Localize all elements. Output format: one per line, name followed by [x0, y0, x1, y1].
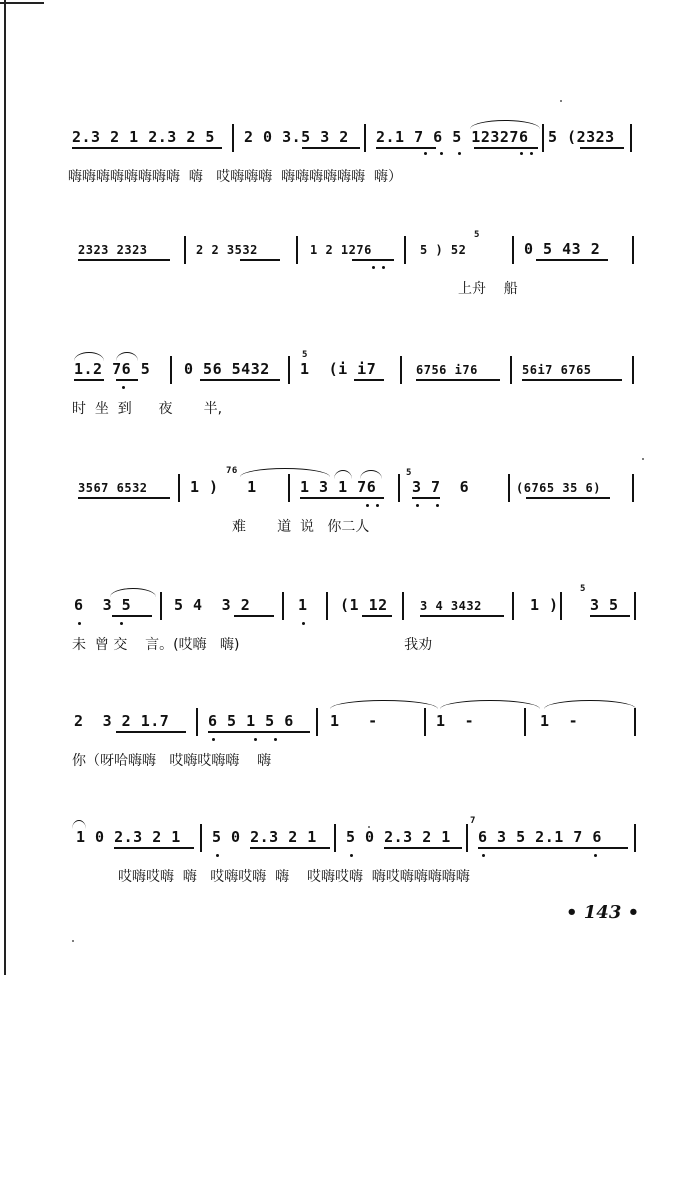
barline	[288, 356, 290, 384]
barline	[466, 824, 468, 852]
notation-line-3	[0, 350, 690, 384]
low-dot	[212, 738, 215, 741]
low-dot	[274, 738, 277, 741]
lyrics-line-5: 未 曾 交 言。(哎嗨 嗨) 我劝	[72, 637, 433, 653]
page-edge-top	[0, 2, 44, 4]
measure: 0 5 43 2	[524, 240, 601, 258]
measure: 5 (2323	[548, 128, 615, 146]
slur	[110, 588, 156, 597]
measure: 6 3 5 2.1 7 6	[478, 828, 602, 846]
barline	[334, 824, 336, 852]
beam-line	[234, 615, 274, 617]
low-dot	[458, 152, 461, 155]
print-speck	[368, 826, 370, 828]
measure: 2.3 2 1 2.3 2 5	[72, 128, 215, 146]
barline	[316, 708, 318, 736]
measure: 1.2 76 5	[74, 360, 151, 378]
notation-line-1	[0, 128, 690, 152]
beam-line	[522, 379, 622, 381]
measure: 3 5	[590, 596, 619, 614]
measure: 2 0 3.5 3 2	[244, 128, 349, 146]
barline	[282, 592, 284, 620]
barline	[400, 356, 402, 384]
barline	[632, 474, 634, 502]
notation-line-4	[0, 466, 690, 502]
low-dot	[594, 854, 597, 857]
barline	[184, 236, 186, 264]
measure: 0 56 5432	[184, 360, 270, 378]
measure: 3 4 3432	[420, 599, 482, 613]
measure: 1 -	[540, 712, 579, 730]
barline	[560, 592, 562, 620]
measure: 6 5 1 5 6	[208, 712, 294, 730]
lyrics-line-6: 你（呀哈嗨嗨 哎嗨哎嗨嗨 嗨	[72, 753, 272, 769]
beam-line	[354, 379, 384, 381]
low-dot	[530, 152, 533, 155]
barline	[634, 824, 636, 852]
print-speck	[72, 940, 74, 942]
low-dot	[366, 504, 369, 507]
beam-line	[250, 847, 330, 849]
low-dot	[122, 386, 125, 389]
lyrics-line-2: 上舟 船	[458, 281, 518, 297]
beam-line	[200, 379, 280, 381]
grace-note: 5	[580, 584, 586, 594]
barline	[634, 708, 636, 736]
barline	[634, 592, 636, 620]
beam-line	[536, 259, 608, 261]
beam-line	[74, 379, 104, 381]
grace-note: 5	[302, 350, 308, 360]
measure: 5 4 3 2	[174, 596, 251, 614]
barline	[512, 236, 514, 264]
measure: 5 ) 52	[420, 243, 467, 257]
low-dot	[216, 854, 219, 857]
grace-note: 5	[474, 230, 480, 240]
beam-line	[78, 259, 170, 261]
barline	[402, 592, 404, 620]
low-dot	[120, 622, 123, 625]
measure: 6 3 5	[74, 596, 132, 614]
low-dot	[376, 504, 379, 507]
notation-line-2	[0, 230, 690, 264]
beam-line	[416, 379, 500, 381]
beam-line	[240, 259, 280, 261]
measure: 5 0 2.3 2 1	[346, 828, 451, 846]
low-dot	[382, 266, 385, 269]
measure: 6756 i76	[416, 363, 478, 377]
low-dot	[424, 152, 427, 155]
tie	[440, 700, 540, 709]
low-dot	[78, 622, 81, 625]
barline	[632, 236, 634, 264]
measure: 5 0 2.3 2 1	[212, 828, 317, 846]
slur	[360, 470, 382, 479]
beam-line	[116, 731, 186, 733]
beam-line	[420, 615, 504, 617]
notation-line-6	[0, 712, 690, 736]
barline	[542, 124, 544, 152]
barline	[364, 124, 366, 152]
barline	[524, 708, 526, 736]
low-dot	[350, 854, 353, 857]
barline	[326, 592, 328, 620]
barline	[232, 124, 234, 152]
measure: (6765 35 6)	[516, 481, 601, 495]
page-number: • 143 •	[566, 902, 640, 923]
slur	[470, 120, 540, 129]
grace-note: 7	[470, 816, 476, 826]
measure: 1 2 1276	[310, 243, 372, 257]
beam-line	[114, 847, 194, 849]
beam-line	[116, 379, 138, 381]
barline	[510, 356, 512, 384]
barline	[424, 708, 426, 736]
measure: 3567 6532	[78, 481, 148, 495]
lyrics-line-4: 难 道 说 你二人	[232, 519, 370, 535]
low-dot	[416, 504, 419, 507]
beam-line	[112, 615, 152, 617]
low-dot	[482, 854, 485, 857]
beam-line	[376, 147, 436, 149]
barline	[508, 474, 510, 502]
barline	[160, 592, 162, 620]
measure: 1 ) 1	[190, 478, 257, 496]
low-dot	[440, 152, 443, 155]
beam-line	[412, 497, 440, 499]
beam-line	[78, 497, 170, 499]
grace-note: 76	[226, 466, 238, 476]
beam-line	[384, 847, 462, 849]
low-dot	[302, 622, 305, 625]
slur	[74, 352, 104, 361]
low-dot	[254, 738, 257, 741]
barline	[398, 474, 400, 502]
barline	[632, 356, 634, 384]
measure: 56i7 6765	[522, 363, 592, 377]
beam-line	[300, 497, 384, 499]
slur	[116, 352, 138, 361]
low-dot	[436, 504, 439, 507]
slur	[72, 820, 86, 829]
measure: 1	[298, 596, 308, 614]
beam-line	[72, 147, 222, 149]
barline	[178, 474, 180, 502]
barline	[170, 356, 172, 384]
measure: (1 12	[340, 596, 388, 614]
beam-line	[352, 259, 394, 261]
low-dot	[520, 152, 523, 155]
measure: 1 -	[330, 712, 378, 730]
measure: 2 3 2 1.7	[74, 712, 170, 730]
barline	[200, 824, 202, 852]
measure: 1 (i i7	[300, 360, 377, 378]
tie	[544, 700, 636, 709]
barline	[196, 708, 198, 736]
lyrics-line-7: 哎嗨哎嗨 嗨 哎嗨哎嗨 嗨 哎嗨哎嗨 嗨哎嗨嗨嗨嗨嗨	[118, 869, 470, 885]
measure: 2.1 7 6 5 123276	[376, 128, 529, 146]
measure: 1 -	[436, 712, 475, 730]
print-speck	[642, 458, 644, 460]
beam-line	[362, 615, 392, 617]
beam-line	[208, 731, 310, 733]
notation-line-5	[0, 584, 690, 620]
tie	[330, 700, 438, 709]
lyrics-line-1: 嗨嗨嗨嗨嗨嗨嗨嗨 嗨 哎嗨嗨嗨 嗨嗨嗨嗨嗨嗨 嗨）	[68, 169, 403, 185]
measure: 2 2 3532	[196, 243, 258, 257]
lyrics-line-3: 时 坐 到 夜 半,	[72, 401, 223, 417]
barline	[512, 592, 514, 620]
slur	[334, 470, 352, 479]
measure: 1 0 2.3 2 1	[76, 828, 181, 846]
beam-line	[478, 847, 628, 849]
low-dot	[372, 266, 375, 269]
barline	[630, 124, 632, 152]
grace-note: 5	[406, 468, 412, 478]
slur	[240, 468, 330, 477]
beam-line	[474, 147, 538, 149]
notation-line-7	[0, 816, 690, 852]
beam-line	[580, 147, 624, 149]
barline	[288, 474, 290, 502]
beam-line	[302, 147, 360, 149]
barline	[404, 236, 406, 264]
barline	[296, 236, 298, 264]
beam-line	[590, 615, 630, 617]
measure: 3 7 6	[412, 478, 470, 496]
beam-line	[526, 497, 610, 499]
measure: 1 )	[530, 596, 559, 614]
print-speck	[560, 100, 562, 102]
measure: 2323 2323	[78, 243, 148, 257]
measure: 1 3 1 76	[300, 478, 377, 496]
